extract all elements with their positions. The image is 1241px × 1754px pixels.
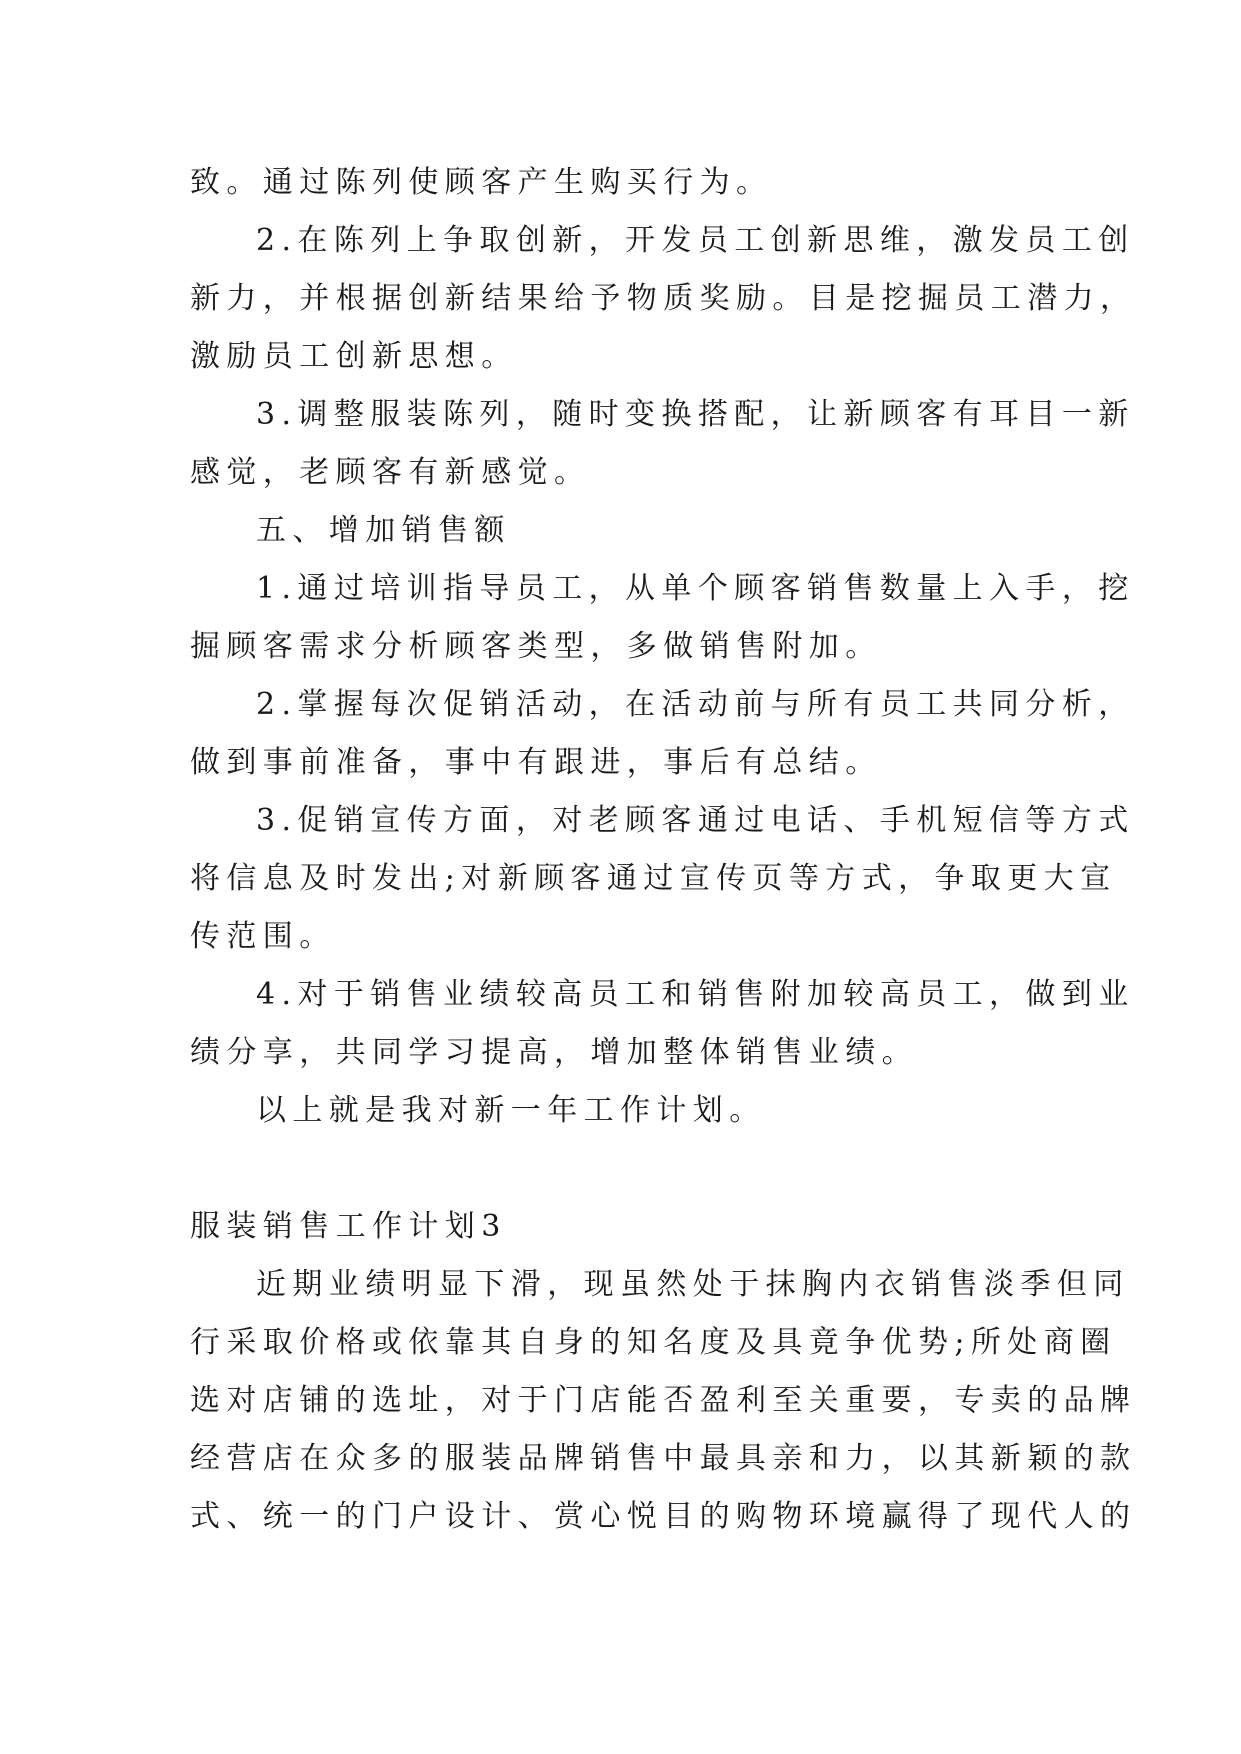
section-title: 服装销售工作计划3 [190, 1209, 507, 1244]
paragraph-line: 以上就是我对新一年工作计划。 [256, 1093, 766, 1128]
paragraph-line: 激励员工创新思想。 [190, 339, 518, 374]
paragraph-line: 2.掌握每次促销活动，在活动前与所有员工共同分析， [256, 687, 1135, 722]
paragraph-line: 新力，并根据创新结果给予物质奖励。目是挖掘员工潜力， [190, 281, 1137, 316]
section-heading: 五、增加销售额 [256, 513, 511, 548]
paragraph-line: 近期业绩明显下滑，现虽然处于抹胸内衣销售淡季但同 [256, 1267, 1130, 1302]
paragraph-line: 掘顾客需求分析顾客类型，多做销售附加。 [190, 629, 882, 664]
paragraph-line: 行采取价格或依靠其自身的知名度及具竟争优势;所处商圈 [190, 1325, 1117, 1360]
paragraph-line: 将信息及时发出;对新顾客通过宣传页等方式，争取更大宣 [190, 861, 1117, 896]
paragraph-line: 绩分享，共同学习提高，增加整体销售业绩。 [190, 1035, 918, 1070]
paragraph-line: 经营店在众多的服装品牌销售中最具亲和力，以其新颖的款 [190, 1441, 1137, 1476]
paragraph-line: 致。通过陈列使顾客产生购买行为。 [190, 165, 773, 200]
paragraph-line: 3.促销宣传方面，对老顾客通过电话、手机短信等方式 [256, 803, 1135, 838]
paragraph-line: 做到事前准备，事中有跟进，事后有总结。 [190, 745, 882, 780]
paragraph-line: 2.在陈列上争取创新，开发员工创新思维，激发员工创 [256, 223, 1135, 258]
paragraph-line: 传范围。 [190, 919, 336, 954]
paragraph-line: 3.调整服装陈列，随时变换搭配，让新顾客有耳目一新 [256, 397, 1135, 432]
paragraph-line: 式、统一的门户设计、赏心悦目的购物环境赢得了现代人的 [190, 1499, 1137, 1534]
paragraph-line: 1.通过培训指导员工，从单个顾客销售数量上入手，挖 [256, 571, 1135, 606]
paragraph-line: 选对店铺的选址，对于门店能否盈利至关重要，专卖的品牌 [190, 1383, 1137, 1418]
paragraph-line: 感觉，老顾客有新感觉。 [190, 455, 591, 490]
paragraph-line: 4.对于销售业绩较高员工和销售附加较高员工，做到业 [256, 977, 1135, 1012]
